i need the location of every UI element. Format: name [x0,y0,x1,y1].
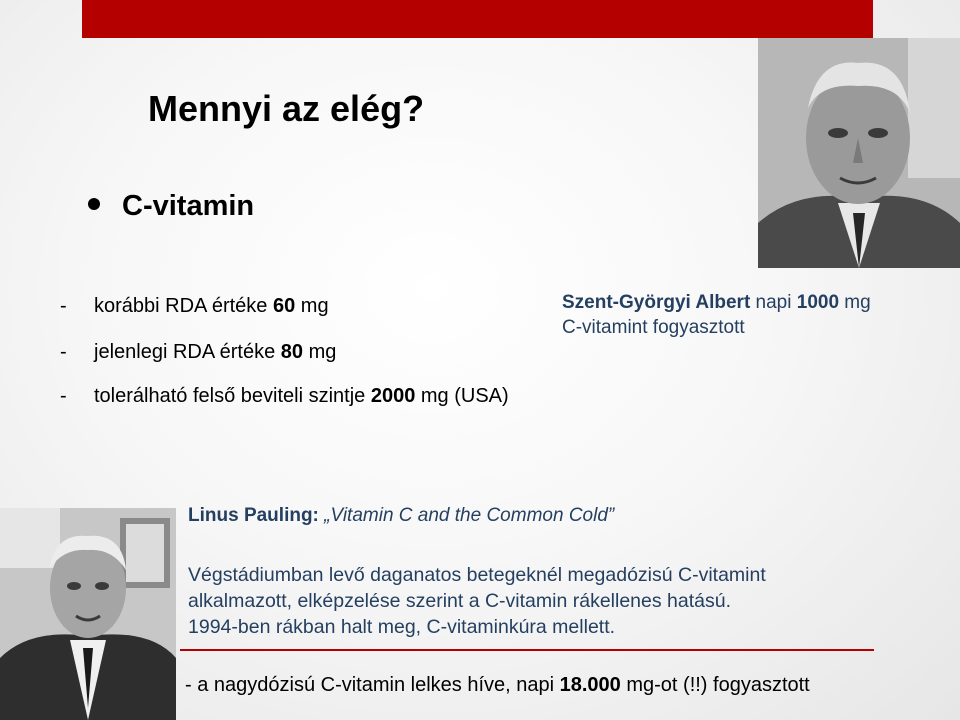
szent-caption-line2: C-vitamint fogyasztott [562,317,745,338]
szent-name: Szent-Györgyi Albert [562,292,751,313]
dash-marker: - [60,295,67,317]
item-unit: mg [295,295,329,317]
item-value: 2000 [370,385,416,407]
rda-previous [60,295,329,318]
pauling-line: alkalmazott, elképzelése szerint a C-vitamin rákellenes hatású. [188,590,732,612]
item-text: jelenlegi RDA értéke [94,341,281,363]
bullet-text: C-vitamin [122,190,255,222]
bullet-dot-icon [88,198,100,210]
upper-intake-level [60,385,509,408]
item-unit: mg [303,341,337,363]
pauling-name: Linus Pauling: [188,505,319,526]
portrait-illustration [0,508,176,720]
dose-note-text: - a nagydózisú C-vitamin lelkes híve, napi [185,674,560,696]
item-text: korábbi RDA értéke [94,295,273,317]
item-unit: mg (USA) [415,385,509,407]
linus-pauling-portrait [0,508,176,720]
pauling-heading [188,505,614,527]
dash-marker: - [60,341,67,363]
pauling-line: 1994-ben rákban halt meg, C-vitaminkúra mellett. [188,616,616,638]
item-value: 60 [272,295,296,317]
bullet-c-vitamin [88,190,254,223]
dose-note-unit: mg-ot (!!) fogyasztott [620,674,810,696]
pauling-line: Végstádiumban levő daganatos betegeknél megadózisú C-vitamint [188,564,766,586]
slide-title: Mennyi az elég? [148,88,425,129]
item-value: 80 [280,341,304,363]
portrait-illustration [758,38,960,268]
pauling-dose-note [185,674,810,697]
szent-value: 1000 [796,292,840,313]
szent-gyorgyi-caption [562,290,871,340]
pauling-description [188,562,766,640]
dash-marker: - [60,385,67,407]
pauling-book-title: „Vitamin C and the Common Cold” [318,505,615,526]
top-accent-bar [82,0,873,38]
szent-caption-line1 [562,290,871,315]
section-divider [180,649,874,651]
rda-current [60,341,336,364]
item-text: tolerálható felső beviteli szintje [94,385,371,407]
dose-note-value: 18.000 [559,674,621,696]
szent-unit: mg [839,292,871,313]
szent-gyorgyi-portrait [758,38,960,268]
szent-pre: napi [750,292,797,313]
